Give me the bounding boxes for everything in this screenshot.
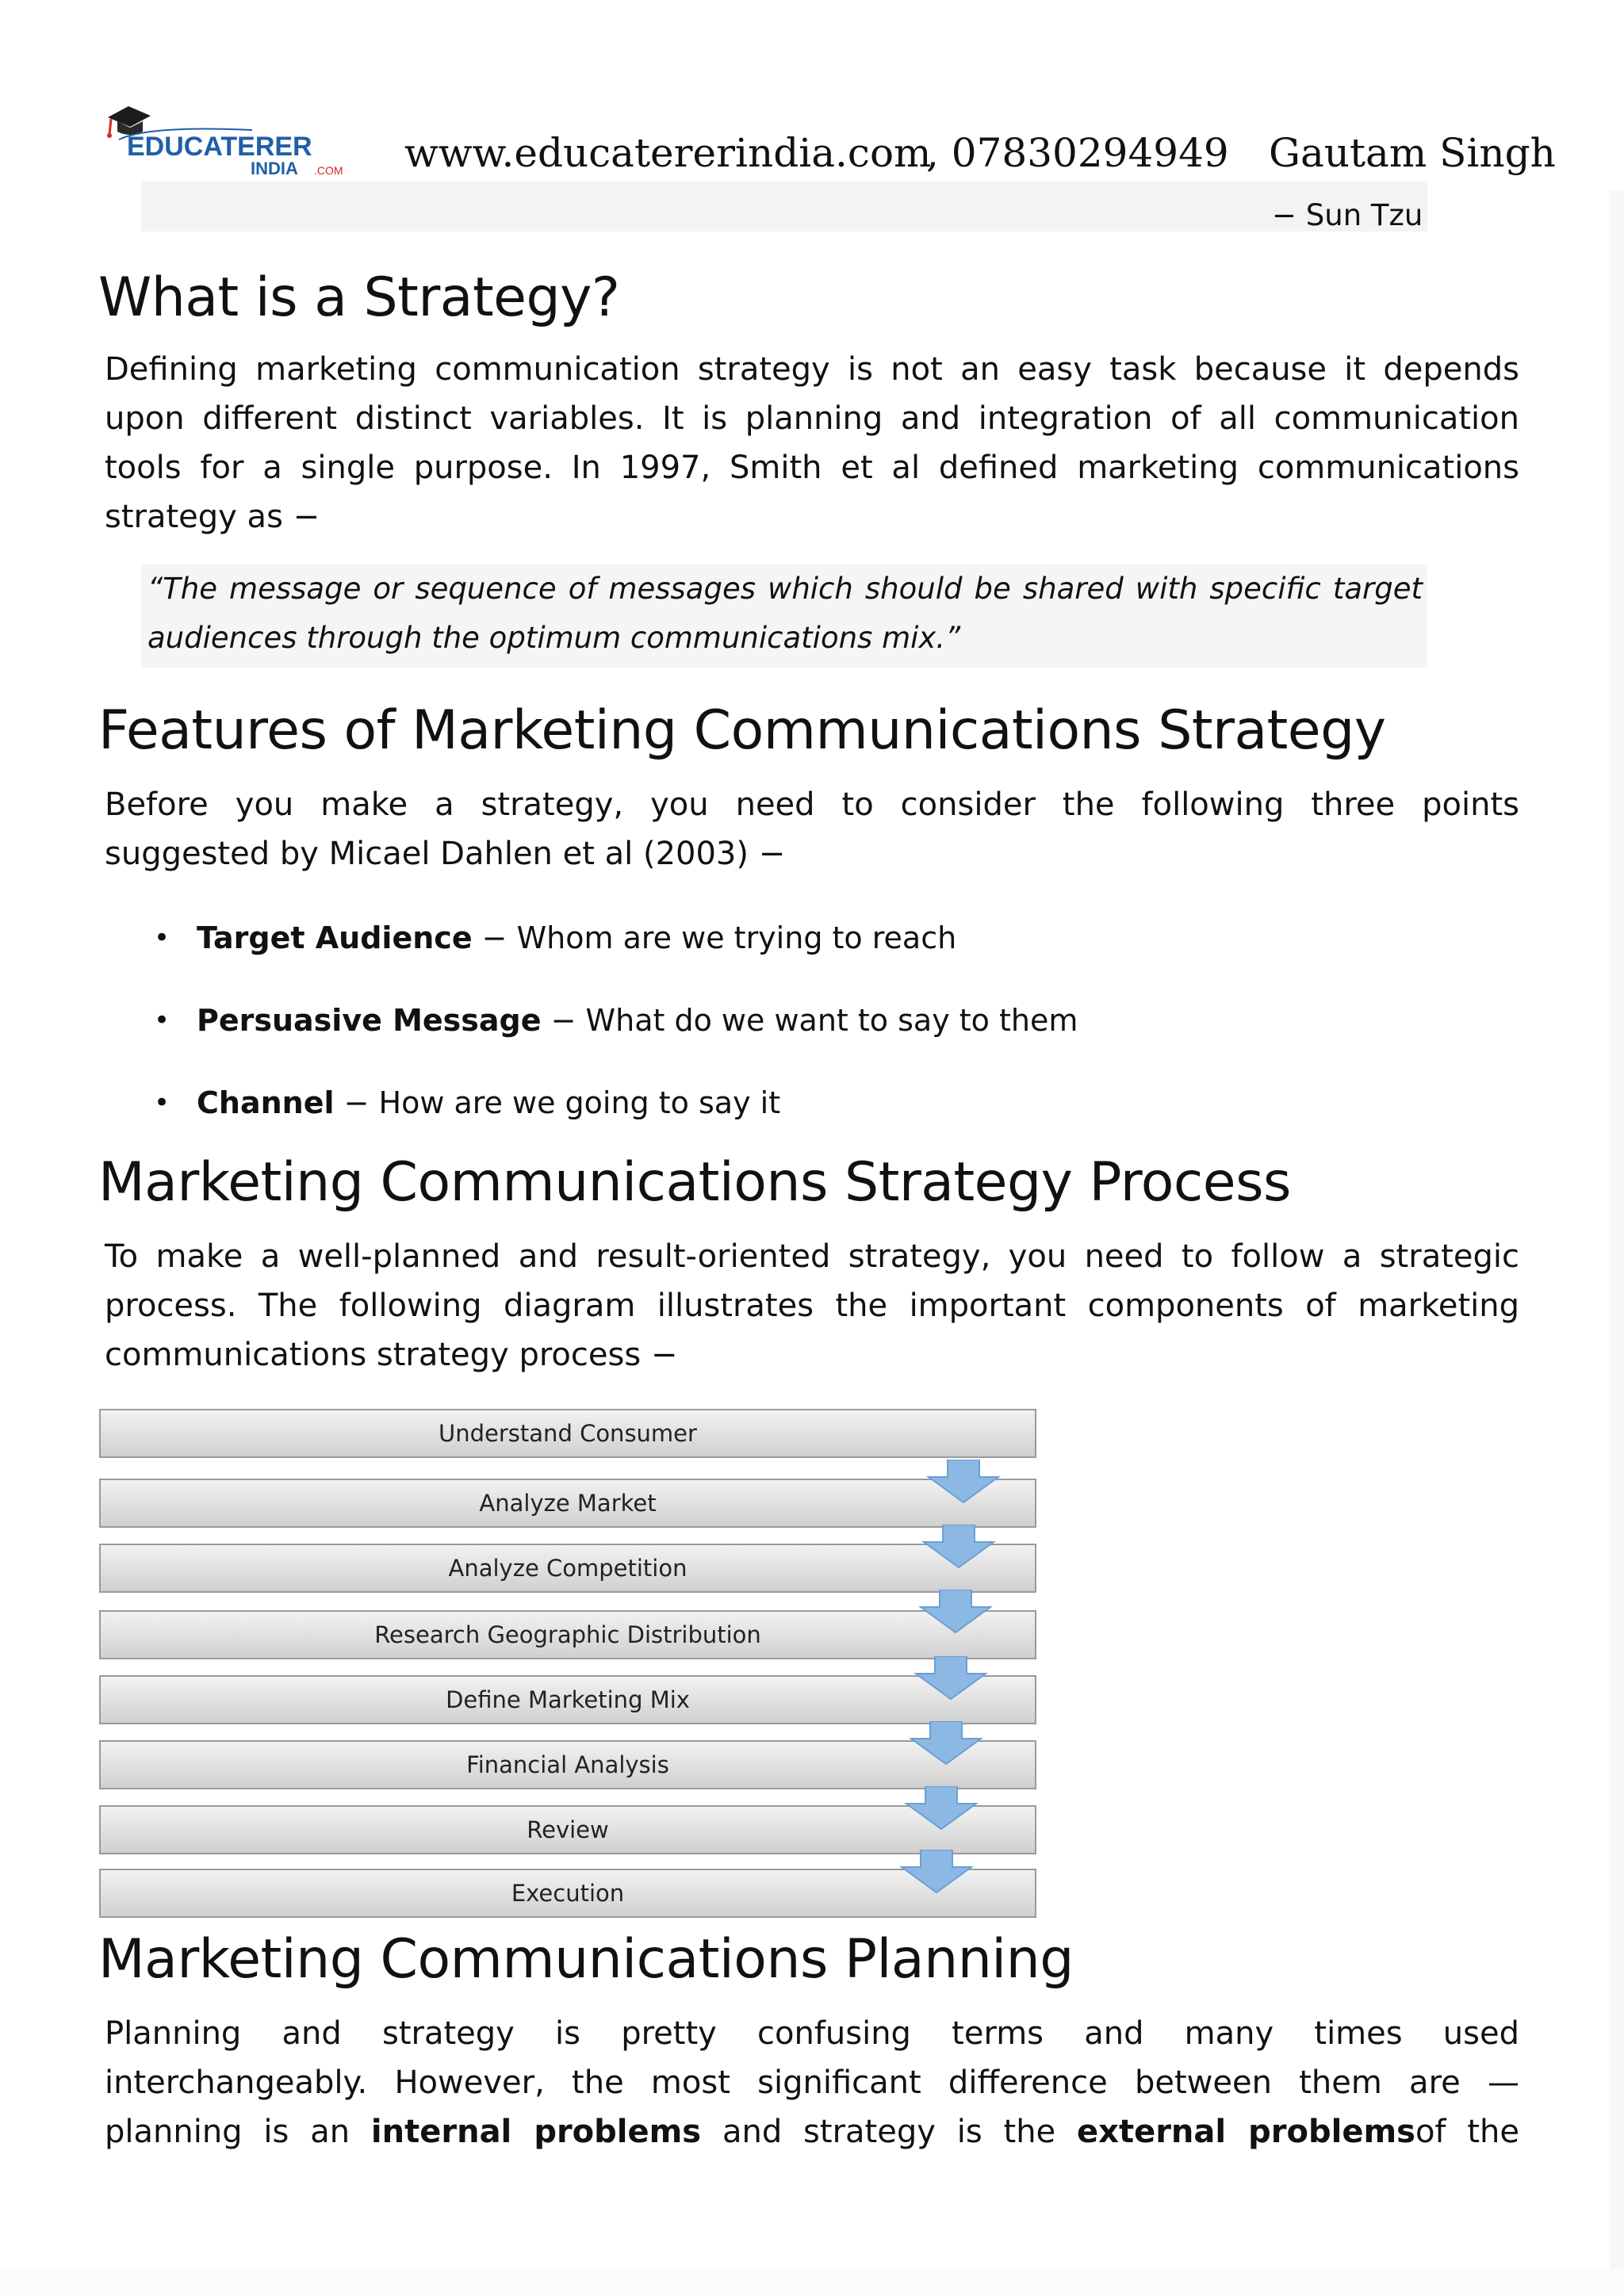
text-line: To make a well-planned and result-oriented strategy, you need to follow a strategic	[105, 1238, 1519, 1275]
down-arrow-icon	[898, 1850, 975, 1894]
bullet-icon: •	[154, 1004, 170, 1036]
text-line: interchangeably. However, the most significant difference between them are —	[105, 2064, 1519, 2101]
page-bottom-shade	[0, 2267, 1624, 2296]
heading-features: Features of Marketing Communications Strategy	[98, 699, 1386, 762]
item-term: Target Audience	[197, 920, 473, 955]
item-desc: − How are we going to say it	[334, 1085, 781, 1120]
educaterer-logo	[102, 98, 387, 178]
down-arrow-icon	[917, 1590, 994, 1634]
heading-planning: Marketing Communications Planning	[98, 1928, 1074, 1991]
item-term: Channel	[197, 1085, 335, 1120]
epigraph-attribution: − Sun Tzu	[1272, 198, 1423, 232]
down-arrow-icon	[913, 1656, 989, 1701]
text-line: upon different distinct variables. It is planning and integration of all communication	[105, 400, 1519, 437]
logo-text-suffix: .COM	[314, 164, 343, 177]
item-desc: − What do we want to say to them	[541, 1003, 1078, 1038]
process-step: Review	[99, 1805, 1036, 1854]
emphasis-internal: internal problems	[370, 2114, 702, 2150]
definition-quote	[141, 564, 1427, 668]
down-arrow-icon	[908, 1721, 984, 1766]
bullet-icon: •	[154, 1087, 170, 1119]
process-step: Analyze Competition	[99, 1544, 1036, 1593]
text-line: Before you make a strategy, you need to consider the following three points	[105, 786, 1519, 823]
down-arrow-icon	[921, 1525, 997, 1569]
emphasis-external: external problems	[1077, 2114, 1415, 2150]
text-line: process. The following diagram illustrates the important components of marketing	[105, 1288, 1519, 1324]
epigraph-strip	[141, 181, 1427, 232]
heading-process: Marketing Communications Strategy Process	[98, 1151, 1291, 1214]
process-step: Research Geographic Distribution	[99, 1610, 1036, 1659]
text-line: strategy as −	[105, 499, 320, 535]
text-fragment: planning is an	[105, 2114, 350, 2150]
text-fragment: and strategy is the	[722, 2114, 1056, 2150]
page-edge-shade	[1610, 190, 1624, 2296]
strategy-paragraph	[105, 345, 1519, 541]
quote-line: “The message or sequence of messages which should be shared with specific target	[147, 572, 1423, 606]
process-step: Financial Analysis	[99, 1740, 1036, 1789]
down-arrow-icon	[925, 1460, 1002, 1504]
features-paragraph	[105, 780, 1519, 878]
process-step: Execution	[99, 1869, 1036, 1918]
logo-text-top: EDUCATERER	[127, 132, 312, 162]
phone-number: , 07830294949	[926, 130, 1229, 176]
author-name: Gautam Singh	[1269, 130, 1556, 176]
text-line: tools for a single purpose. In 1997, Smith et al defined marketing communications	[105, 450, 1519, 486]
down-arrow-icon	[903, 1786, 979, 1831]
process-step: Understand Consumer	[99, 1409, 1036, 1458]
heading-what-is-strategy: What is a Strategy?	[98, 266, 620, 329]
logo-text-bottom: INDIA	[251, 159, 298, 178]
item-term: Persuasive Message	[197, 1003, 542, 1038]
process-paragraph	[105, 1232, 1519, 1380]
text-line: Planning and strategy is pretty confusing terms and many times used	[105, 2015, 1519, 2052]
process-step: Define Marketing Mix	[99, 1675, 1036, 1724]
planning-paragraph	[105, 2009, 1519, 2156]
text-line: communications strategy process −	[105, 1337, 678, 1373]
item-desc: − Whom are we trying to reach	[472, 920, 957, 955]
text-fragment: of the	[1415, 2114, 1519, 2150]
text-line	[105, 2107, 1519, 2156]
process-step: Analyze Market	[99, 1479, 1036, 1528]
bullet-icon: •	[154, 922, 170, 954]
text-line: suggested by Micael Dahlen et al (2003) −	[105, 836, 786, 872]
website-link[interactable]: www.educatererindia.com	[404, 130, 932, 176]
quote-line: audiences through the optimum communications mix.”	[147, 621, 961, 655]
text-line: Defining marketing communication strategy is not an easy task because it depends	[105, 351, 1519, 388]
process-diagram	[99, 1407, 1036, 1921]
